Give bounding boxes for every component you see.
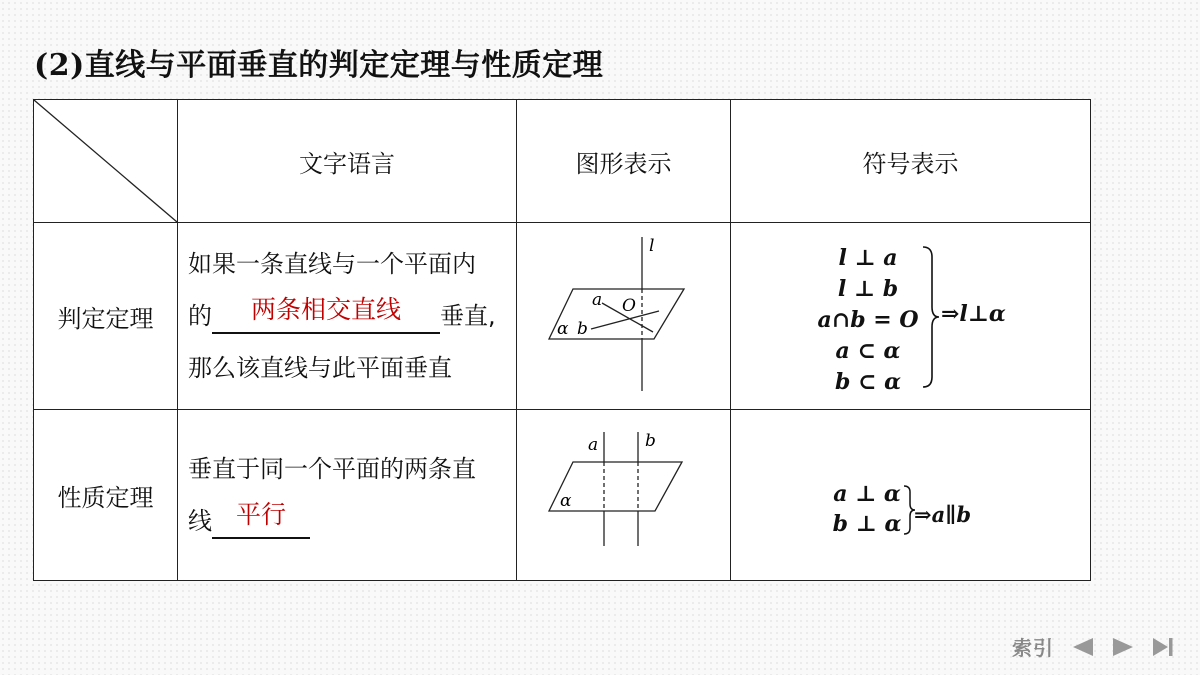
row-criterion — [34, 223, 1091, 410]
property-answer: 平行 — [235, 500, 286, 529]
property-conclusion: ⇒a∥b — [914, 502, 972, 527]
label-b: b — [577, 319, 588, 339]
label-a-2: a — [588, 435, 599, 455]
page-title: (2)直线与平面垂直的判定定理与性质定理 — [34, 48, 604, 83]
property-symbols — [827, 479, 907, 539]
label-b-2: b — [645, 431, 656, 451]
diagonal-line — [34, 100, 177, 222]
criterion-symbol-4: a ⊂ α — [835, 338, 901, 364]
property-symbol-2: b ⊥ α — [832, 511, 902, 537]
header-text-language: 文字语言 — [178, 100, 517, 223]
navigation-bar — [1012, 632, 1174, 661]
property-line-1: 垂直于同一个平面的两条直 — [188, 455, 476, 483]
criterion-symbol-1: l ⊥ a — [838, 245, 898, 271]
property-symbol-1: a ⊥ α — [833, 481, 901, 507]
header-row — [34, 100, 1091, 223]
criterion-text — [178, 223, 517, 410]
criterion-line-2 — [188, 290, 516, 342]
diagonal-header-cell — [34, 100, 178, 223]
row-label-criterion: 判定定理 — [34, 223, 178, 410]
label-l: l — [649, 236, 655, 256]
criterion-answer: 两条相交直线 — [250, 295, 401, 324]
property-figure-cell — [517, 410, 731, 581]
criterion-figure — [517, 223, 731, 409]
property-figure — [517, 410, 731, 580]
prev-arrow-icon[interactable] — [1072, 637, 1094, 657]
label-a: a — [592, 290, 603, 310]
plane-alpha-shape — [549, 289, 684, 339]
criterion-symbol-cell — [731, 223, 1091, 410]
label-alpha: α — [557, 319, 569, 339]
theorem-table — [33, 99, 1091, 581]
last-page-icon[interactable] — [1152, 637, 1174, 657]
row-label-property: 性质定理 — [34, 410, 178, 581]
criterion-answer-blank — [212, 295, 440, 334]
criterion-symbol-3: a∩b = O — [817, 307, 919, 333]
label-alpha-2: α — [560, 491, 572, 511]
criterion-symbol-2: l ⊥ b — [837, 276, 899, 302]
index-link[interactable]: 索引 — [1012, 636, 1054, 660]
label-o: O — [622, 296, 636, 316]
criterion-brace — [919, 245, 941, 389]
property-text — [178, 410, 517, 581]
property-line-2-pre: 线 — [188, 507, 212, 535]
property-symbol-cell — [731, 410, 1091, 581]
row-property — [34, 410, 1091, 581]
criterion-conclusion: ⇒l⊥α — [941, 301, 1006, 327]
criterion-line-2-post: 垂直, — [440, 302, 496, 330]
property-line-2 — [188, 495, 516, 547]
property-answer-blank — [212, 500, 310, 539]
criterion-line-3: 那么该直线与此平面垂直 — [188, 354, 452, 382]
header-symbol: 符号表示 — [731, 100, 1091, 223]
criterion-line-2-pre: 的 — [188, 302, 212, 330]
criterion-figure-cell — [517, 223, 731, 410]
criterion-line-1: 如果一条直线与一个平面内 — [188, 250, 476, 278]
criterion-symbol-5: b ⊂ α — [834, 369, 902, 395]
header-figure: 图形表示 — [517, 100, 731, 223]
next-arrow-icon[interactable] — [1112, 637, 1134, 657]
criterion-symbols — [803, 243, 933, 398]
